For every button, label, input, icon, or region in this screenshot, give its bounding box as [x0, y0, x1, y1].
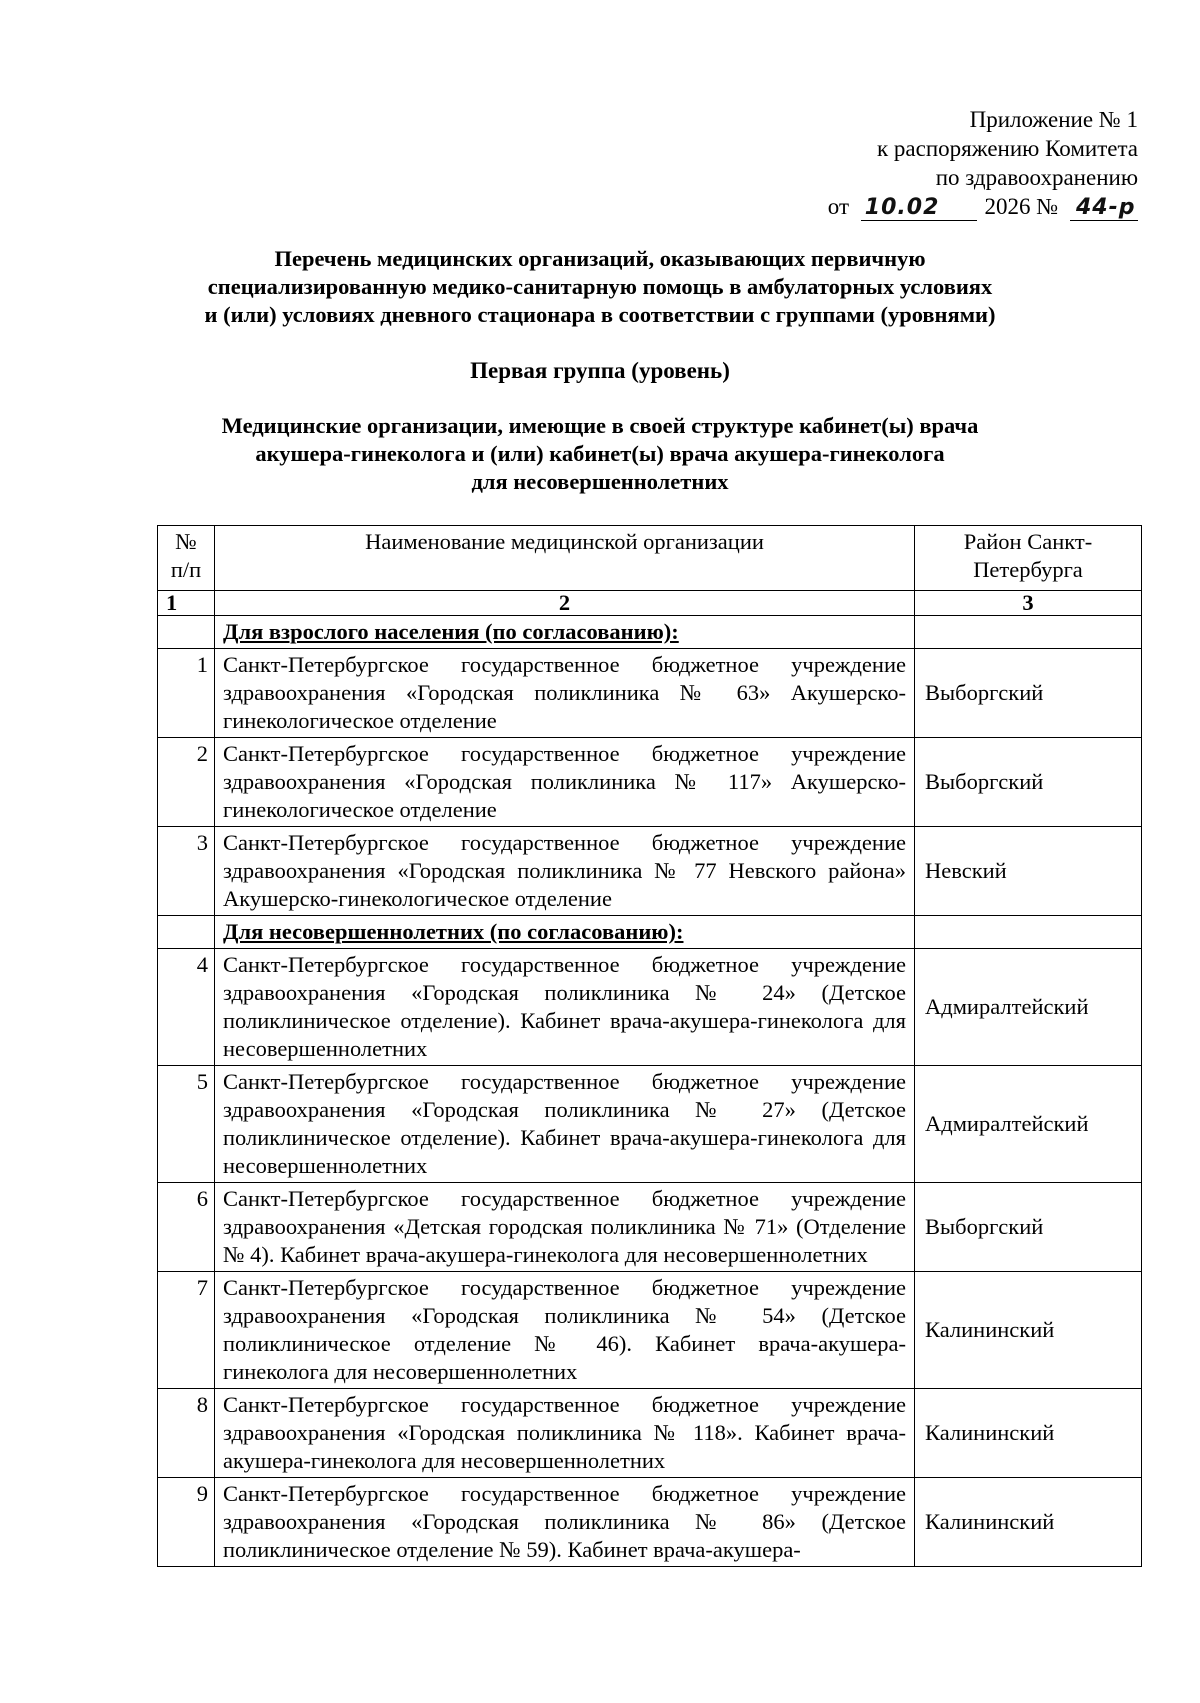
row-district: Калининский [915, 1389, 1142, 1478]
appendix-date-line [700, 192, 1138, 221]
table-row [158, 649, 1142, 738]
date-handwritten-text: 10.02 [864, 195, 940, 220]
row-district: Выборгский [915, 1183, 1142, 1272]
row-num: 8 [158, 1389, 215, 1478]
row-name: Санкт-Петербургское государственное бюджетное учреждение здравоохранения «Городская поликлиника № 77 Невского района» Акушерско-гинекологическое отделение [215, 827, 915, 916]
row-name: Санкт-Петербургское государственное бюджетное учреждение здравоохранения «Детская городская поликлиника № 71» (Отделение № 4). Кабинет врача-акушера-гинеколога для несовершеннолетних [215, 1183, 915, 1272]
title-line-2: специализированную медико-санитарную помощь в амбулаторных условиях [207, 274, 993, 299]
table-row [158, 738, 1142, 827]
row-district: Выборгский [915, 649, 1142, 738]
row-name: Санкт-Петербургское государственное бюджетное учреждение здравоохранения «Городская поликлиника № 117» Акушерско-гинекологическое отделение [215, 738, 915, 827]
row-num: 3 [158, 827, 215, 916]
date-handwritten [861, 194, 977, 221]
header-district: Район Санкт-Петербурга [915, 526, 1142, 591]
column-numbers-row [158, 591, 1142, 616]
table-header-row [158, 526, 1142, 591]
appendix-line-2: к распоряжению Комитета [877, 136, 1138, 161]
document-title [150, 245, 1050, 329]
row-district: Адмиралтейский [915, 949, 1142, 1066]
row-name: Санкт-Петербургское государственное бюджетное учреждение здравоохранения «Городская поликлиника № 63» Акушерско-гинекологическое отделение [215, 649, 915, 738]
row-district: Адмиралтейский [915, 1066, 1142, 1183]
table-row [158, 827, 1142, 916]
table-row [158, 1183, 1142, 1272]
section-row-minors [158, 916, 1142, 949]
section-subtitle [150, 412, 1050, 496]
section-empty-cell [158, 916, 215, 949]
order-number-text: 44-р [1076, 195, 1136, 220]
column-number-2: 2 [215, 591, 915, 616]
section-label-adults: Для взрослого населения (по согласованию): [215, 616, 915, 649]
title-line-1: Перечень медицинских организаций, оказывающих первичную [274, 246, 926, 271]
section-empty-cell [158, 616, 215, 649]
table-row [158, 1478, 1142, 1567]
subtitle-line-3: для несовершеннолетних [471, 469, 729, 494]
row-num: 1 [158, 649, 215, 738]
row-name: Санкт-Петербургское государственное бюджетное учреждение здравоохранения «Городская поликлиника № 86» (Детское поликлиническое отделение № 59). Кабинет врача-акушера- [215, 1478, 915, 1567]
row-num: 9 [158, 1478, 215, 1567]
section-row-adults [158, 616, 1142, 649]
table-row [158, 1272, 1142, 1389]
row-district: Калининский [915, 1478, 1142, 1567]
date-prefix: от [827, 194, 850, 219]
order-number-handwritten [1070, 194, 1138, 221]
row-num: 7 [158, 1272, 215, 1389]
row-num: 6 [158, 1183, 215, 1272]
header-name: Наименование медицинской организации [215, 526, 915, 591]
subtitle-line-1: Медицинские организации, имеющие в своей структуре кабинет(ы) врача [221, 413, 979, 438]
title-line-3: и (или) условиях дневного стационара в соответствии с группами (уровнями) [204, 302, 996, 327]
section-empty-cell [915, 916, 1142, 949]
header-num: № п/п [158, 526, 215, 591]
row-name: Санкт-Петербургское государственное бюджетное учреждение здравоохранения «Городская поликлиника № 27» (Детское поликлиническое отделение). Кабинет врача-акушера-гинеколога для несовершеннолетних [215, 1066, 915, 1183]
appendix-line-1: Приложение № 1 [969, 107, 1138, 132]
row-name: Санкт-Петербургское государственное бюджетное учреждение здравоохранения «Городская поликлиника № 24» (Детское поликлиническое отделение). Кабинет врача-акушера-гинеколога для несовершеннолетних [215, 949, 915, 1066]
row-name: Санкт-Петербургское государственное бюджетное учреждение здравоохранения «Городская поликлиника № 54» (Детское поликлиническое отделение № 46). Кабинет врача-акушера-гинеколога для несовершеннолетних [215, 1272, 915, 1389]
organizations-table [157, 525, 1142, 1567]
table-row [158, 1066, 1142, 1183]
row-num: 4 [158, 949, 215, 1066]
subtitle-line-2: акушера-гинеколога и (или) кабинет(ы) врача акушера-гинеколога [255, 441, 945, 466]
column-number-3: 3 [915, 591, 1142, 616]
row-num: 2 [158, 738, 215, 827]
table-row [158, 1389, 1142, 1478]
row-district: Калининский [915, 1272, 1142, 1389]
row-district: Выборгский [915, 738, 1142, 827]
row-num: 5 [158, 1066, 215, 1183]
table-row [158, 949, 1142, 1066]
row-district: Невский [915, 827, 1142, 916]
row-name: Санкт-Петербургское государственное бюджетное учреждение здравоохранения «Городская поликлиника № 118». Кабинет врача-акушера-гинеколога для несовершеннолетних [215, 1389, 915, 1478]
group-title: Первая группа (уровень) [470, 358, 730, 383]
appendix-line-3: по здравоохранению [935, 165, 1138, 190]
section-empty-cell [915, 616, 1142, 649]
column-number-1: 1 [158, 591, 215, 616]
date-year: 2026 № [984, 194, 1059, 219]
section-label-minors: Для несовершеннолетних (по согласованию): [215, 916, 915, 949]
appendix-header [700, 105, 1138, 221]
